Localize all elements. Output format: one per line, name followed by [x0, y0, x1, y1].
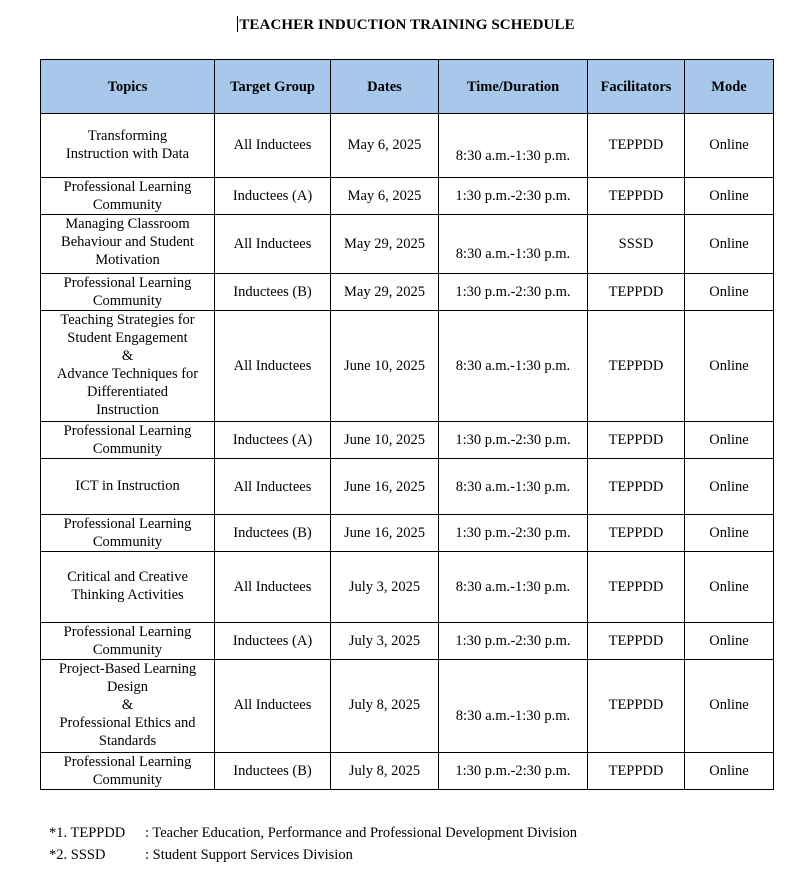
- cell-time-text: 8:30 a.m.-1:30 p.m.: [455, 579, 571, 595]
- cell-topic: [41, 422, 215, 459]
- table-row: [41, 274, 774, 311]
- footnote-text: : Teacher Education, Performance and Professional Development Division: [145, 825, 577, 841]
- topic-line: Community: [92, 642, 163, 657]
- cell-target-group: [215, 422, 331, 459]
- cell-mode: [685, 459, 774, 515]
- cell-mode-text: Online: [709, 284, 749, 300]
- footnote-key: *1. TEPPDD: [49, 825, 126, 841]
- cell-facilitator-text: TEPPDD: [608, 525, 664, 541]
- cell-topic: [41, 114, 215, 178]
- cell-date-text: June 10, 2025: [344, 432, 425, 448]
- cell-mode-text: Online: [709, 525, 749, 541]
- cell-date-text: May 29, 2025: [344, 236, 425, 252]
- table-row: [41, 552, 774, 623]
- cell-target-group: [215, 215, 331, 274]
- cell-facilitator-text: TEPPDD: [608, 579, 664, 595]
- cell-target-group: [215, 274, 331, 311]
- cell-mode-text: Online: [709, 579, 749, 595]
- cell-mode: [685, 274, 774, 311]
- topic-line: &: [121, 348, 134, 364]
- cell-mode-text: Online: [709, 633, 749, 649]
- cell-target-group-text: All Inductees: [233, 579, 312, 595]
- cell-time: [439, 552, 588, 623]
- header-facilitators: Facilitators: [588, 60, 685, 114]
- cell-date: [331, 274, 439, 311]
- topic-line: Standards: [98, 733, 157, 749]
- cell-date-text: May 6, 2025: [347, 188, 422, 204]
- cell-target-group-text: All Inductees: [233, 236, 312, 252]
- cell-target-group-text: All Inductees: [233, 358, 312, 374]
- cell-target-group: [215, 753, 331, 790]
- cell-mode-text: Online: [709, 236, 749, 252]
- cell-facilitator-text: TEPPDD: [608, 284, 664, 300]
- cell-time: [439, 515, 588, 552]
- header-target-group: Target Group: [215, 60, 331, 114]
- cell-topic: [41, 552, 215, 623]
- table-row: [41, 459, 774, 515]
- topic-line: Instruction: [96, 402, 159, 418]
- cell-mode: [685, 552, 774, 623]
- cell-time-text: 8:30 a.m.-1:30 p.m.: [455, 358, 571, 374]
- cell-time-text: 1:30 p.m.-2:30 p.m.: [455, 188, 571, 204]
- topic-line: Transforming: [87, 127, 168, 144]
- cell-date-text: June 16, 2025: [344, 525, 425, 541]
- footnote-sssd: [49, 844, 577, 866]
- header-mode: Mode: [685, 60, 774, 114]
- topic-line: Community: [92, 441, 163, 456]
- cell-facilitator: [588, 459, 685, 515]
- cell-topic: [41, 215, 215, 274]
- cell-facilitator: [588, 753, 685, 790]
- cell-target-group: [215, 178, 331, 215]
- cell-mode-text: Online: [709, 358, 749, 374]
- document-title: [0, 16, 812, 34]
- cell-facilitator-text: TEPPDD: [608, 763, 664, 779]
- topic-line: Design: [106, 679, 149, 695]
- topic-line: Teaching Strategies for: [60, 312, 195, 328]
- cell-date: [331, 515, 439, 552]
- cell-time: [439, 215, 588, 274]
- cell-date: [331, 178, 439, 215]
- cell-topic: [41, 660, 215, 753]
- cell-date: [331, 459, 439, 515]
- table-row: [41, 660, 774, 753]
- cell-date-text: July 3, 2025: [348, 633, 421, 649]
- cell-mode-text: Online: [709, 478, 749, 495]
- cell-target-group: [215, 311, 331, 422]
- cell-time-text: 8:30 a.m.-1:30 p.m.: [455, 147, 571, 164]
- cell-facilitator-text: TEPPDD: [608, 633, 664, 649]
- cell-target-group: [215, 660, 331, 753]
- topic-line: Community: [92, 772, 163, 787]
- cell-time-text: 8:30 a.m.-1:30 p.m.: [455, 246, 571, 262]
- cell-time-text: 8:30 a.m.-1:30 p.m.: [455, 478, 571, 495]
- topic-line: Managing Classroom: [65, 216, 190, 232]
- cell-date: [331, 311, 439, 422]
- cell-mode: [685, 660, 774, 753]
- cell-date: [331, 422, 439, 459]
- table-row: [41, 178, 774, 215]
- cell-facilitator: [588, 114, 685, 178]
- cell-date-text: July 8, 2025: [348, 697, 421, 713]
- cell-time: [439, 660, 588, 753]
- cell-time-text: 1:30 p.m.-2:30 p.m.: [455, 763, 571, 779]
- cell-mode: [685, 178, 774, 215]
- topic-line: Differentiated: [86, 384, 169, 400]
- table-header-row: [41, 60, 774, 114]
- topic-line: Critical and Creative: [67, 569, 188, 585]
- cell-time-text: 1:30 p.m.-2:30 p.m.: [455, 633, 571, 649]
- cell-target-group: [215, 515, 331, 552]
- topic-line: Motivation: [95, 252, 160, 268]
- cell-facilitator-text: TEPPDD: [608, 188, 664, 204]
- table-row: [41, 623, 774, 660]
- cell-time: [439, 311, 588, 422]
- cell-target-group: [215, 459, 331, 515]
- topic-line: Project-Based Learning: [58, 661, 197, 677]
- cell-date-text: May 6, 2025: [347, 136, 422, 153]
- cell-facilitator-text: TEPPDD: [608, 136, 664, 153]
- topic-line: Advance Techniques for: [56, 366, 199, 382]
- cell-date-text: July 8, 2025: [348, 763, 421, 779]
- cell-date-text: July 3, 2025: [348, 579, 421, 595]
- cell-date: [331, 660, 439, 753]
- cell-topic: [41, 311, 215, 422]
- cell-target-group-text: Inductees (B): [233, 525, 312, 541]
- table-row: [41, 311, 774, 422]
- cell-time: [439, 178, 588, 215]
- cell-date: [331, 215, 439, 274]
- topic-line: Community: [92, 197, 163, 212]
- cell-facilitator: [588, 215, 685, 274]
- topic-line: Professional Ethics and: [59, 715, 196, 731]
- cell-date: [331, 753, 439, 790]
- topic-line: Professional Learning: [63, 516, 192, 532]
- cell-date-text: June 16, 2025: [344, 478, 425, 495]
- cell-topic: [41, 459, 215, 515]
- cell-target-group-text: Inductees (B): [233, 284, 312, 300]
- cell-date: [331, 552, 439, 623]
- cell-topic: [41, 178, 215, 215]
- cell-time: [439, 753, 588, 790]
- cell-topic: [41, 274, 215, 311]
- cell-time-text: 8:30 a.m.-1:30 p.m.: [455, 708, 571, 724]
- topic-line: Professional Learning: [63, 754, 192, 770]
- cell-mode: [685, 515, 774, 552]
- cell-target-group-text: Inductees (A): [232, 633, 313, 649]
- topic-line: &: [121, 697, 134, 713]
- cell-mode: [685, 311, 774, 422]
- cell-date: [331, 114, 439, 178]
- cell-facilitator: [588, 660, 685, 753]
- footnotes: [49, 822, 577, 866]
- cell-facilitator: [588, 552, 685, 623]
- topic-line: Thinking Activities: [71, 587, 184, 603]
- table-row: [41, 422, 774, 459]
- cell-mode: [685, 422, 774, 459]
- cell-facilitator-text: TEPPDD: [608, 697, 664, 713]
- cell-time: [439, 422, 588, 459]
- cell-mode: [685, 623, 774, 660]
- document-title-text: TEACHER INDUCTION TRAINING SCHEDULE: [239, 17, 575, 33]
- table-row: [41, 114, 774, 178]
- cell-time: [439, 114, 588, 178]
- cell-facilitator-text: TEPPDD: [608, 432, 664, 448]
- cell-facilitator: [588, 178, 685, 215]
- topic-line: Professional Learning: [63, 423, 192, 439]
- cell-time: [439, 459, 588, 515]
- cell-mode-text: Online: [709, 136, 749, 153]
- cell-target-group: [215, 623, 331, 660]
- cell-target-group: [215, 114, 331, 178]
- cell-date-text: June 10, 2025: [344, 358, 425, 374]
- table-row: [41, 515, 774, 552]
- topic-line: Community: [92, 534, 163, 549]
- cell-mode-text: Online: [709, 188, 749, 204]
- header-dates: Dates: [331, 60, 439, 114]
- cell-target-group-text: All Inductees: [233, 697, 312, 713]
- footnote-key: *2. SSSD: [49, 847, 106, 863]
- cell-date: [331, 623, 439, 660]
- cell-date-text: May 29, 2025: [344, 284, 425, 300]
- cell-mode: [685, 215, 774, 274]
- table-row: [41, 215, 774, 274]
- cell-facilitator: [588, 623, 685, 660]
- header-topics: Topics: [41, 60, 215, 114]
- table-row: [41, 753, 774, 790]
- topic-line: Student Engagement: [67, 330, 188, 346]
- cell-facilitator: [588, 422, 685, 459]
- cell-time: [439, 623, 588, 660]
- cell-mode-text: Online: [709, 763, 749, 779]
- schedule-table: [40, 59, 774, 790]
- cell-mode: [685, 753, 774, 790]
- cell-time-text: 1:30 p.m.-2:30 p.m.: [455, 284, 571, 300]
- cell-mode-text: Online: [709, 432, 749, 448]
- cell-facilitator: [588, 515, 685, 552]
- topic-line: Professional Learning: [63, 275, 192, 291]
- cell-topic: [41, 753, 215, 790]
- cell-target-group-text: All Inductees: [233, 478, 312, 495]
- cell-mode: [685, 114, 774, 178]
- cell-facilitator-text: SSSD: [618, 236, 654, 252]
- cell-target-group-text: All Inductees: [233, 136, 312, 153]
- cell-target-group-text: Inductees (A): [232, 188, 313, 204]
- cell-topic: [41, 515, 215, 552]
- cell-facilitator-text: TEPPDD: [608, 478, 664, 495]
- topic-line: Behaviour and Student: [61, 234, 194, 250]
- cell-time-text: 1:30 p.m.-2:30 p.m.: [455, 432, 571, 448]
- topic-line: Professional Learning: [63, 179, 192, 195]
- topic-line: Community: [92, 293, 163, 308]
- cell-facilitator: [588, 311, 685, 422]
- topic-line: Instruction with Data: [65, 145, 190, 162]
- footnote-text: : Student Support Services Division: [145, 847, 353, 863]
- cell-time: [439, 274, 588, 311]
- cell-mode-text: Online: [709, 697, 749, 713]
- cell-time-text: 1:30 p.m.-2:30 p.m.: [455, 525, 571, 541]
- cell-target-group-text: Inductees (A): [232, 432, 313, 448]
- cell-target-group-text: Inductees (B): [233, 763, 312, 779]
- cell-facilitator: [588, 274, 685, 311]
- cell-target-group: [215, 552, 331, 623]
- topic-line: ICT in Instruction: [75, 477, 180, 494]
- cell-facilitator-text: TEPPDD: [608, 358, 664, 374]
- topic-line: Professional Learning: [63, 624, 192, 640]
- header-time-duration: Time/Duration: [439, 60, 588, 114]
- footnote-teppdd: [49, 822, 577, 844]
- cell-topic: [41, 623, 215, 660]
